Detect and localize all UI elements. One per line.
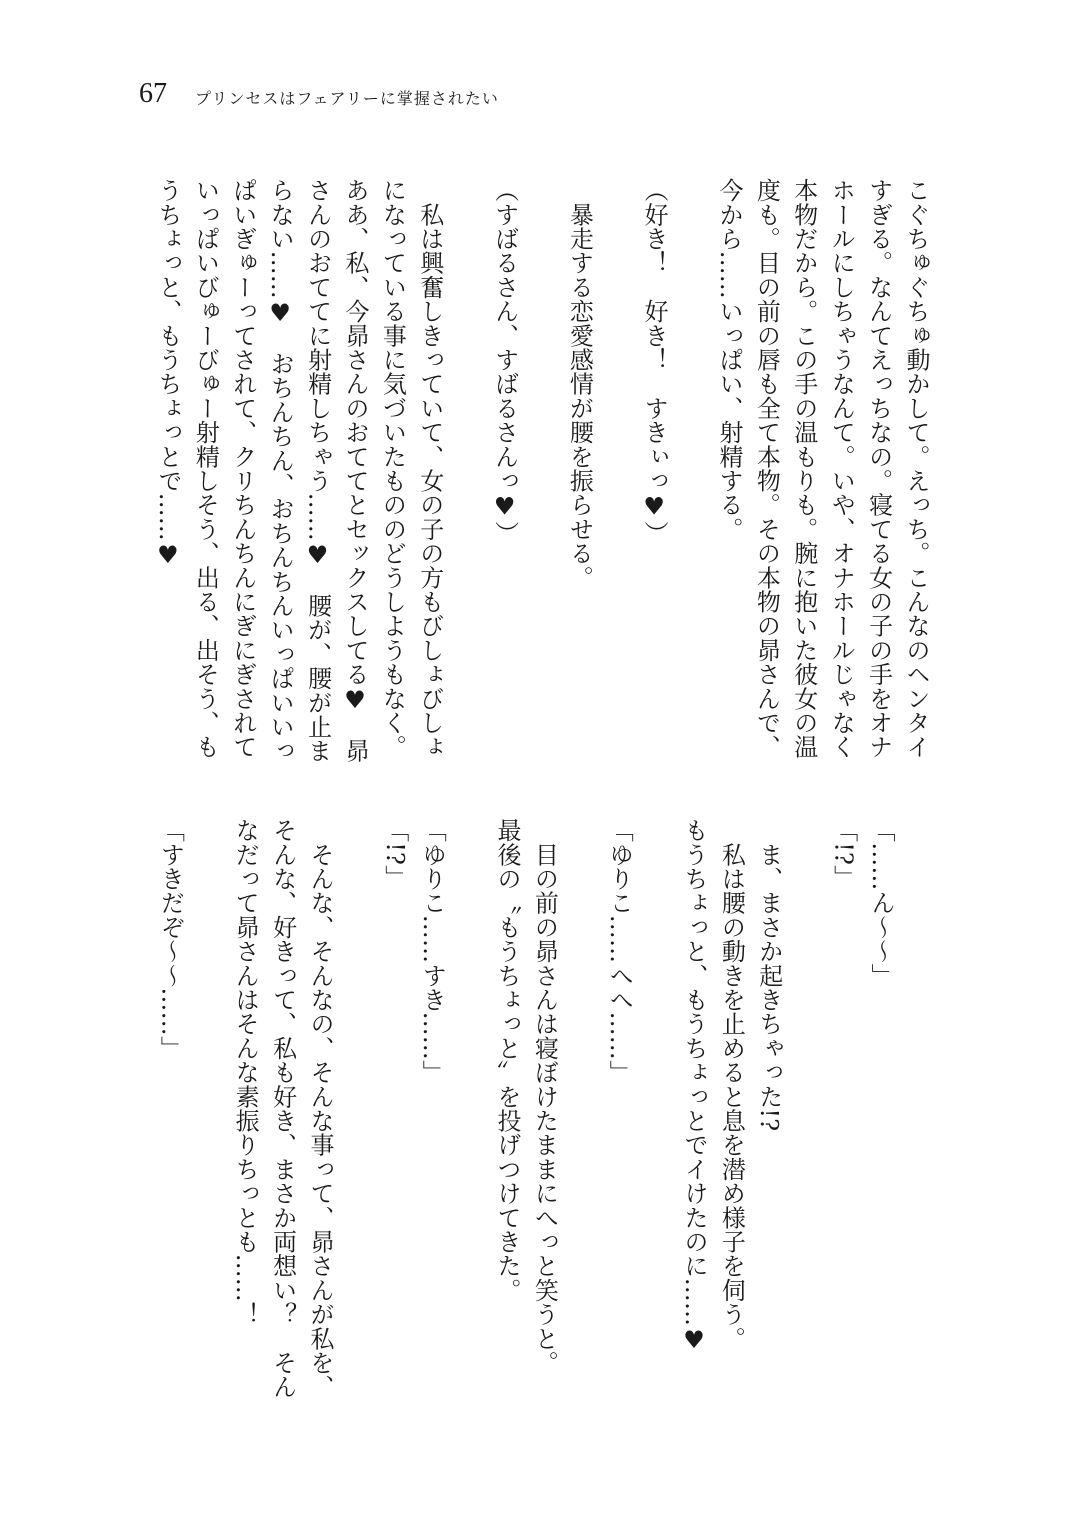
blank-line — [787, 818, 824, 1418]
text-line: 私は腰の動きを止めると息を潜め様子を伺う。 — [717, 818, 746, 1351]
text-line: 暴走する恋愛感情が腰を振らせる。 — [565, 178, 594, 590]
blank-line — [338, 818, 375, 1418]
text-line: （すばるさん、すばるさんっ♥） — [490, 178, 519, 545]
text-line: 「……ん～～」 — [867, 818, 895, 988]
text-line: ま、まさか起きちゃった!? — [754, 818, 783, 1132]
text-line: ぱいぎゅーってされて、クリちんちんにぎにぎされて — [228, 178, 257, 759]
text-line: さんのおててに射精しちゃう……♥ 腰が、腰が止ま — [303, 178, 332, 763]
text-line: ホールにしちゃうなんて。いや、オナホールじゃなく — [827, 178, 856, 759]
blank-line — [448, 178, 485, 778]
text-line: 今から……いっぱい、射精する。 — [714, 178, 743, 541]
blank-line — [188, 818, 225, 1418]
text-line: 最後の〝もうちょっと〟を投げつけてきた。 — [492, 818, 521, 1302]
text-line: いっぱいびゅーびゅー射精しそう、出る、出そう、も — [191, 178, 220, 759]
blank-line — [523, 178, 560, 778]
page-number: 67 — [139, 78, 167, 109]
text-line: 度も。目の前の唇も全て本物。その本物の昴さんで、 — [752, 178, 781, 759]
text-line: 「!?」 — [829, 818, 858, 890]
text-line: 本物だから。この手の温もりも。腕に抱いた彼女の温 — [789, 178, 818, 759]
text-line: （好き！ 好き！ すきぃっ♥） — [640, 178, 669, 545]
text-block-top — [149, 178, 934, 778]
text-line: こぐちゅぐちゅ動かして。えっち。こんなのヘンタイ — [902, 178, 930, 759]
blank-line — [597, 178, 634, 778]
blank-line — [672, 178, 709, 778]
text-line: そんな、好きって、私も好き、まさか両想い？ そん — [268, 818, 297, 1399]
text-line: になっている事に気づいたもののどうしようもなく。 — [378, 178, 407, 759]
running-title: プリンセスはフェアリーに掌握されたい — [195, 89, 499, 108]
text-line: 目の前の昴さんは寝ぼけたままにへっと笑うと。 — [530, 818, 559, 1375]
text-block-bottom — [151, 818, 899, 1418]
text-line: すぎる。なんてえっちなの。寝てる女の子の手をオナ — [864, 178, 893, 759]
text-line: らない……♥ おちんちん、おちんちんいっぱいいっ — [266, 178, 295, 763]
text-line: なだって昴さんはそんな素振りちっとも……！ — [231, 818, 260, 1327]
text-line: 「ゆりこ……すき……」 — [418, 818, 447, 1085]
text-line: 「ゆりこ……へへ……」 — [605, 818, 634, 1085]
text-line: 「すきだぞ～～……」 — [156, 818, 185, 1060]
blank-line — [562, 818, 599, 1418]
blank-line — [450, 818, 487, 1418]
text-line: ああ、私、今昴さんのおててとセックスしてる♥ 昴 — [340, 178, 369, 763]
text-line: もうちょっと、もうちょっとでイけたのに……♥ — [679, 818, 708, 1355]
text-line: うちょっと、もうちょっとで……♥ — [153, 178, 182, 570]
blank-line — [637, 818, 674, 1418]
text-line: そんな、そんなの、そんな事って、昴さんが私を、 — [305, 818, 334, 1399]
text-line: 私は興奮しきっていて、女の子の方もびしょびしょ — [415, 178, 444, 759]
text-line: 「!?」 — [380, 818, 409, 890]
